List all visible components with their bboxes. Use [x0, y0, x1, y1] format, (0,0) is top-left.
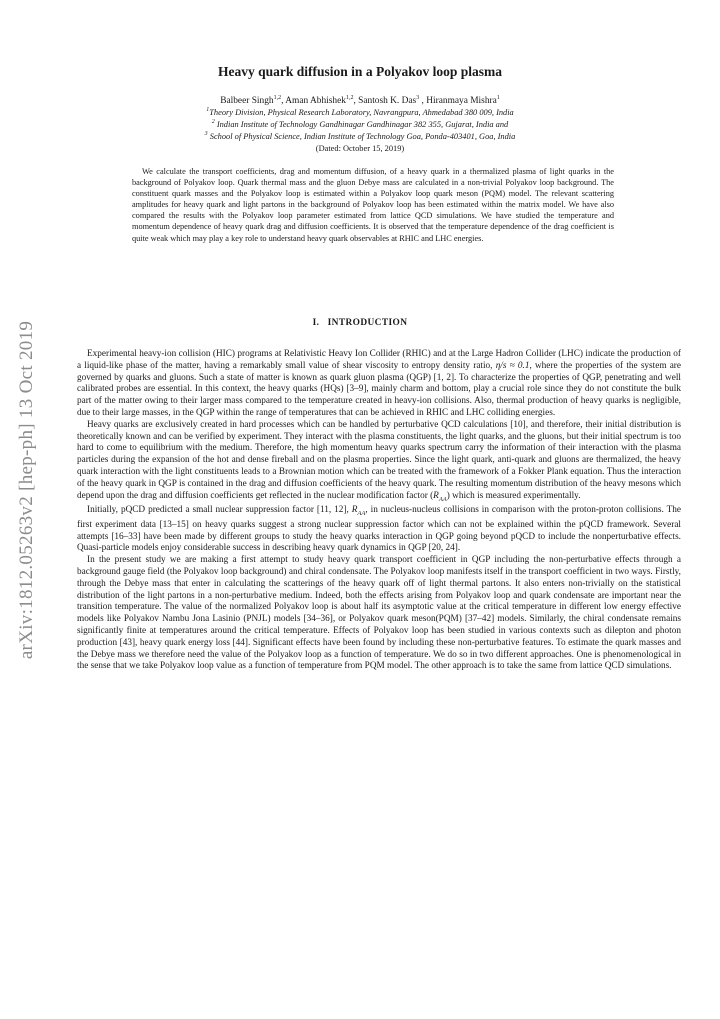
author-name: Balbeer Singh — [220, 96, 274, 106]
math-inline: R — [433, 490, 439, 501]
affiliation: $^3$ School of Physical Science, Indian Institute of Technology Goa, Ponda-403401, Goa, India — [204, 131, 516, 141]
abstract: We calculate the transport coefficients, drag and momentum diffusion, of a heavy quark in a thermalized plasma of light quarks in the background of Polyakov loop. Quark thermal mass and the gluon Debye mass are calculated in a non-trivial Polyakov loop background. The constituent quark masses and the Polyakov loop is estimated within a Polyakov loop quark meson (PQM) model. The relevant scattering amplitudes for heavy quark and light partons in the background of Polyakov loop has been estimated within the matrix model. We have also compared the results with the Polyakov loop parameter estimated from lattice QCD simulations. We have studied the temperature and momentum dependence of heavy quark drag and diffusion coefficients. It is observed that the temperature dependence of the drag coefficient is quite weak which may play a key role to understand heavy quark observables at RHIC and LHC energies. — [132, 167, 614, 243]
arxiv-identifier — [14, 290, 40, 690]
author-list: Balbeer Singh$^{1,2}$, Aman Abhishek$^{1,2}$, Santosh K. Das$^3$ , Hiranmaya Mishra$^1$ — [220, 94, 500, 106]
affiliation: $^2$ Indian Institute of Technology Gandhinagar Gandhinagar 382 355, Gujarat, India and — [211, 119, 509, 129]
section-heading: I. INTRODUCTION — [312, 318, 408, 328]
paper-header — [0, 95, 720, 155]
paper-title: Heavy quark diffusion in a Polyakov loop plasma — [218, 64, 502, 79]
author-name: Santosh K. Das — [358, 96, 417, 106]
paragraph: Experimental heavy-ion collision (HIC) programs at Relativistic Heavy Ion Collider (RHIC) and at the Large Hadron Collider (LHC) indicate the production of a liquid-like phase of the matter, having a remarkably small value of shear viscosity to entropy density ratio, η/s ≈ 0.1, where the properties of the system are governed by quarks and gluons. Such a state of matter is known as quark gluon plasma (QGP) [1, 2]. To characterize the properties of QGP, penetrating and well calibrated probes are essential. In this context, the heavy quarks (HQs) [3–9], mainly charm and bottom, play a crucial role since they do not constitute the bulk part of the matter owing to their larger mass compared to the temperature created in heavy-ion collisions. Also, thermal production of heavy quarks is negligible, due to their large masses, in the QGP within the range of temperatures that can be achieved in RHIC and LHC colliding energies. — [77, 349, 681, 418]
date-line: (Dated: October 15, 2019) — [315, 144, 405, 153]
math-inline: η/s ≈ 0.1 — [495, 360, 530, 371]
affiliation: $^1$Theory Division, Physical Research Laboratory, Navrangpura, Ahmedabad 380 009, India — [206, 107, 514, 117]
paragraph: Heavy quarks are exclusively created in hard processes which can be handled by perturbative QCD calculations [10], and therefore, their initial distribution is theoretically known and can be verified by experiment. They interact with the plasma constituents, the light quarks, and the gluons, but their initial spectrum is too hard to come to equilibrium with the medium. Therefore, the high momentum heavy quarks spectrum carry the information of their interaction with the plasma particles during the expansion of the hot and dense fireball and on the plasma properties. Since the light quark, anti-quark and gluons are thermalized, the heavy quark interaction with the light constituents leads to a Brownian motion which can be treated with the framework of a Fokker Plank equation. Thus the interaction of the heavy quark in QGP is contained in the drag and diffusion coefficients of the heavy quark. The resulting momentum distribution of the heavy mesons which depend upon the drag and diffusion coefficients get reflected in the nuclear modification factor $(R_{AA})$ which is measured experimentally. — [77, 419, 681, 503]
paragraph: In the present study we are making a first attempt to study heavy quark transport coefficient in QGP including the non-perturbative effects through a background gauge field (the Polyakov loop background) and chiral condensate. The Polyakov loop manifests itself in the transport coefficient in two ways. Firstly, through the Debye mass that enter in calculating the scatterings of the heavy quark off of light thermal partons. It also enters non-trivially on the statistical distribution of the light partons in a non-perturbative medium. Indeed, both the effects arising from Polyakov loop and quark condensate are important near the transition temperature. The value of the normalized Polyakov loop is about half its asymptotic value at the critical temperature in different low energy effective models like Polyakov Nambu Jona Lasinio (PNJL) models [34–36], or Polyakov quark meson(PQM) [37–42] models. Similarly, the chiral condensate remains significantly finite at temperatures around the critical temperature. Effects of Polyakov loop has been studied in various contexts such as dilepton and photon production [43], heavy quark energy loss [44]. Significant effects have been found by including these non-perturbative features. To estimate the quark masses and the Debye mass we therefore need the value of the Polyakov loop as a function of temperature. We do so in two different approaches. One is phenomenological in the sense that we take Polyakov loop value as a function of temperature from PQM model. The other approach is to take the same from lattice QCD simulations. — [77, 555, 681, 672]
paragraph: Initially, pQCD predicted a small nuclear suppression factor [11, 12], $R_{AA}$, in nucleus-nucleus collisions in comparison with the proton-proton collisions. The first experiment data [13–15] on heavy quarks suggest a strong nuclear suppression factor which can not be explained within the pQCD framework. Several attempts [16–33] have been made by different groups to study the heavy quarks interaction in QGP going beyond pQCD to include the nonperturbative effects. Quasi-particle models enjoy considerable success in describing heavy quark dynamics in QGP [20, 24]. — [77, 505, 681, 554]
arxiv-identifier-text: arXiv:1812.05263v2 [hep-ph] 13 Oct 2019 — [16, 320, 37, 660]
author-name: Hiranmaya Mishra — [426, 96, 497, 106]
math-inline: R — [351, 505, 358, 516]
author-name: Aman Abhishek — [285, 96, 346, 106]
section-body — [77, 349, 681, 673]
